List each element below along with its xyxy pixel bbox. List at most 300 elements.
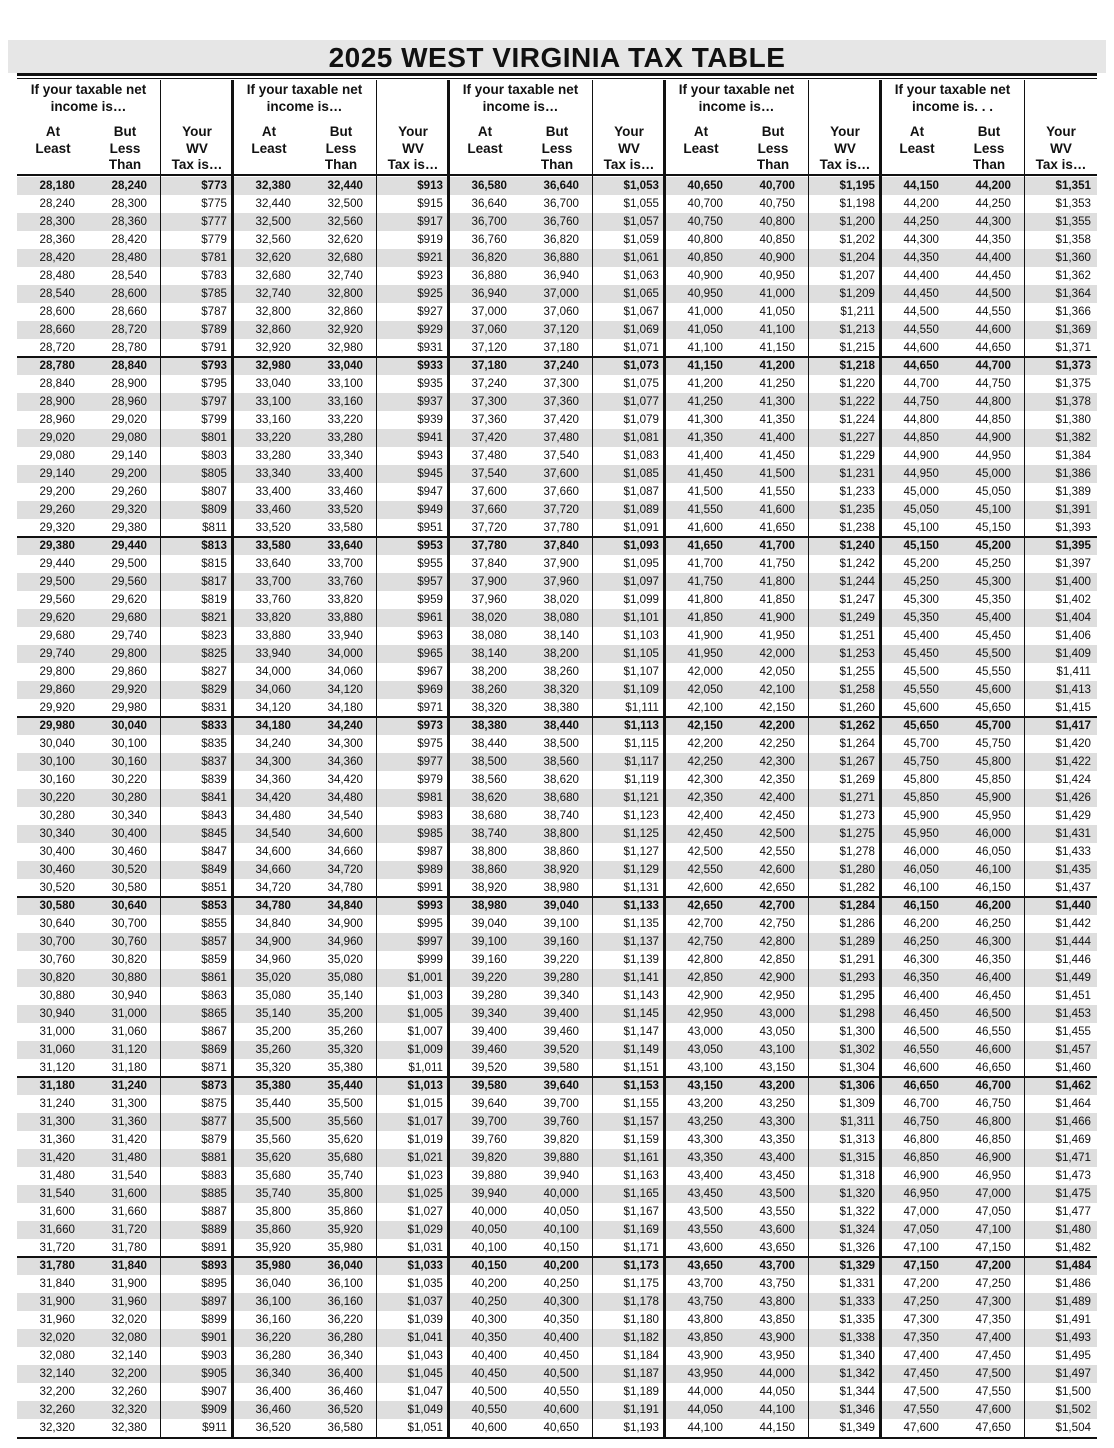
but-less-than-cell: 35,680 <box>327 1151 363 1164</box>
tax-cell: $1,435 <box>1055 863 1091 876</box>
tax-cell: $891 <box>201 1241 227 1254</box>
at-least-cell: 41,600 <box>687 521 723 534</box>
tax-cell: $903 <box>201 1349 227 1362</box>
table-row <box>17 1383 1097 1401</box>
tax-cell: $883 <box>201 1169 227 1182</box>
but-less-than-cell: 40,300 <box>543 1295 579 1308</box>
tax-cell: $879 <box>201 1133 227 1146</box>
but-less-than-cell: 37,660 <box>543 485 579 498</box>
column-header-group <box>17 80 233 176</box>
tax-cell: $957 <box>417 575 443 588</box>
but-less-than-cell: 41,750 <box>759 557 795 570</box>
at-least-cell: 42,400 <box>687 809 723 822</box>
tax-cell: $913 <box>417 179 443 192</box>
but-less-than-cell: 32,440 <box>327 179 363 192</box>
tax-cell: $963 <box>417 629 443 642</box>
at-least-cell: 47,100 <box>903 1241 939 1254</box>
at-least-cell: 28,540 <box>39 287 75 300</box>
but-less-than-cell: 32,140 <box>111 1349 147 1362</box>
but-less-than-cell: 45,350 <box>975 593 1011 606</box>
at-least-cell: 41,650 <box>687 539 723 552</box>
table-row <box>17 1293 1097 1311</box>
tax-cell: $1,121 <box>623 791 659 804</box>
at-least-cell: 28,180 <box>39 179 75 192</box>
but-less-than-cell: 44,000 <box>759 1367 795 1380</box>
but-less-than-cell: 35,320 <box>327 1043 363 1056</box>
but-less-than-cell: 33,700 <box>327 557 363 570</box>
but-less-than-cell: 29,560 <box>111 575 147 588</box>
your-tax-header-line: Tax is… <box>819 157 871 172</box>
at-least-cell: 43,400 <box>687 1169 723 1182</box>
but-less-than-cell: 43,700 <box>759 1259 795 1272</box>
but-less-than-cell: 30,820 <box>111 953 147 966</box>
at-least-cell: 36,580 <box>471 179 507 192</box>
tax-cell: $829 <box>201 683 227 696</box>
tax-cell: $1,444 <box>1055 935 1091 948</box>
but-less-than-cell: 43,000 <box>759 1007 795 1020</box>
but-less-than-cell: 40,600 <box>543 1403 579 1416</box>
but-less-than-cell: 42,100 <box>759 683 795 696</box>
at-least-cell: 46,750 <box>903 1115 939 1128</box>
at-least-cell: 32,020 <box>39 1331 75 1344</box>
tax-cell: $1,151 <box>623 1061 659 1074</box>
tax-cell: $901 <box>201 1331 227 1344</box>
tax-cell: $793 <box>201 359 227 372</box>
but-less-than-cell: 31,120 <box>111 1043 147 1056</box>
at-least-cell: 43,700 <box>687 1277 723 1290</box>
at-least-cell: 30,880 <box>39 989 75 1002</box>
at-least-cell: 42,200 <box>687 737 723 750</box>
at-least-cell: 35,680 <box>255 1169 291 1182</box>
at-least-header-line: Least <box>251 140 287 156</box>
tax-cell: $1,342 <box>839 1367 875 1380</box>
at-least-cell: 32,980 <box>255 359 291 372</box>
tax-cell: $847 <box>201 845 227 858</box>
but-less-than-cell: 46,450 <box>975 989 1011 1002</box>
but-less-than-cell: 40,550 <box>543 1385 579 1398</box>
tax-cell: $1,271 <box>839 791 875 804</box>
but-less-than-cell: 41,100 <box>759 323 795 336</box>
at-least-cell: 41,950 <box>687 647 723 660</box>
at-least-cell: 45,600 <box>903 701 939 714</box>
at-least-cell: 36,640 <box>471 197 507 210</box>
at-least-cell: 43,800 <box>687 1313 723 1326</box>
but-less-than-cell: 34,660 <box>327 845 363 858</box>
but-less-than-cell: 37,960 <box>543 575 579 588</box>
but-less-than-cell: 34,060 <box>327 665 363 678</box>
but-less-than-header-line: Less <box>325 140 357 156</box>
at-least-cell: 35,320 <box>255 1061 291 1074</box>
at-least-cell: 35,800 <box>255 1205 291 1218</box>
at-least-cell: 43,050 <box>687 1043 723 1056</box>
tax-cell: $867 <box>201 1025 227 1038</box>
at-least-cell: 45,450 <box>903 647 939 660</box>
tax-cell: $1,464 <box>1055 1097 1091 1110</box>
income-caption-line: income is… <box>698 98 775 114</box>
tax-cell: $1,011 <box>408 1061 443 1074</box>
at-least-cell: 33,760 <box>255 593 291 606</box>
but-less-than-cell: 39,220 <box>543 953 579 966</box>
at-least-cell: 45,400 <box>903 629 939 642</box>
at-least-cell: 47,350 <box>903 1331 939 1344</box>
tax-cell: $1,375 <box>1055 377 1091 390</box>
at-least-cell: 42,300 <box>687 773 723 786</box>
tax-cell: $1,275 <box>839 827 875 840</box>
but-less-than-cell: 44,800 <box>975 395 1011 408</box>
table-row <box>17 1023 1097 1041</box>
income-caption-line: If your taxable net <box>678 82 795 97</box>
at-least-cell: 45,850 <box>903 791 939 804</box>
at-least-cell: 43,450 <box>687 1187 723 1200</box>
tax-cell: $1,320 <box>839 1187 875 1200</box>
tax-cell: $1,161 <box>623 1151 659 1164</box>
at-least-cell: 35,560 <box>255 1133 291 1146</box>
at-least-cell: 41,350 <box>687 431 723 444</box>
tax-cell: $917 <box>417 215 443 228</box>
at-least-cell: 30,460 <box>39 863 75 876</box>
tax-cell: $1,209 <box>839 287 875 300</box>
table-row <box>17 951 1097 969</box>
column-divider <box>663 80 666 1437</box>
table-row <box>17 1095 1097 1113</box>
tax-cell: $1,143 <box>623 989 659 1002</box>
at-least-cell: 34,240 <box>255 737 291 750</box>
tax-column-divider <box>1024 80 1025 1437</box>
at-least-cell: 44,000 <box>687 1385 723 1398</box>
tax-cell: $1,249 <box>839 611 875 624</box>
at-least-cell: 45,800 <box>903 773 939 786</box>
at-least-cell: 38,260 <box>471 683 507 696</box>
but-less-than-cell: 31,240 <box>111 1079 147 1092</box>
but-less-than-cell: 46,600 <box>975 1043 1011 1056</box>
but-less-than-cell: 36,220 <box>327 1313 363 1326</box>
tax-cell: $1,267 <box>839 755 875 768</box>
but-less-than-cell: 38,500 <box>543 737 579 750</box>
but-less-than-cell: 32,020 <box>111 1313 147 1326</box>
tax-cell: $1,380 <box>1055 413 1091 426</box>
tax-cell: $885 <box>201 1187 227 1200</box>
table-row <box>17 1005 1097 1023</box>
tax-cell: $851 <box>201 881 227 894</box>
but-less-than-cell: 39,160 <box>543 935 579 948</box>
tax-cell: $1,159 <box>623 1133 659 1146</box>
tax-cell: $953 <box>417 539 443 552</box>
but-less-than-header-line: Than <box>324 157 358 172</box>
at-least-cell: 31,060 <box>39 1043 75 1056</box>
at-least-cell: 31,540 <box>39 1187 75 1200</box>
at-least-cell: 33,160 <box>255 413 291 426</box>
but-less-than-cell: 38,200 <box>543 647 579 660</box>
tax-cell: $775 <box>201 197 227 210</box>
at-least-cell: 28,720 <box>39 341 75 354</box>
tax-cell: $1,386 <box>1055 467 1091 480</box>
table-row <box>17 627 1097 645</box>
but-less-than-cell: 45,100 <box>975 503 1011 516</box>
table-row <box>17 969 1097 987</box>
but-less-than-cell: 32,200 <box>111 1367 147 1380</box>
your-tax-header-line: Your <box>1046 124 1076 139</box>
table-row <box>17 1167 1097 1185</box>
but-less-than-cell: 38,560 <box>543 755 579 768</box>
at-least-cell: 44,450 <box>903 287 939 300</box>
at-least-cell: 33,520 <box>255 521 291 534</box>
tax-cell: $1,037 <box>407 1295 443 1308</box>
but-less-than-cell: 35,200 <box>327 1007 363 1020</box>
table-row <box>17 591 1097 609</box>
at-least-cell: 32,740 <box>255 287 291 300</box>
but-less-than-cell: 41,650 <box>759 521 795 534</box>
at-least-header-line: At <box>693 124 709 139</box>
income-caption <box>665 82 808 115</box>
but-less-than-cell: 43,950 <box>759 1349 795 1362</box>
but-less-than-cell: 31,540 <box>111 1169 147 1182</box>
but-less-than-cell: 37,900 <box>543 557 579 570</box>
tax-cell: $1,247 <box>839 593 875 606</box>
tax-cell: $967 <box>417 665 443 678</box>
tax-cell: $1,269 <box>839 773 875 786</box>
but-less-than-cell: 36,820 <box>543 233 579 246</box>
at-least-cell: 31,480 <box>39 1169 75 1182</box>
but-less-than-cell: 46,900 <box>975 1151 1011 1164</box>
at-least-cell: 34,960 <box>255 953 291 966</box>
tax-cell: $1,502 <box>1055 1403 1091 1416</box>
table-row <box>17 483 1097 501</box>
tax-cell: $875 <box>201 1097 227 1110</box>
tax-cell: $1,391 <box>1055 503 1091 516</box>
but-less-than-cell: 45,800 <box>975 755 1011 768</box>
tax-cell: $801 <box>201 431 227 444</box>
but-less-than-cell: 29,980 <box>111 701 147 714</box>
at-least-cell: 47,500 <box>903 1385 939 1398</box>
at-least-cell: 29,020 <box>39 431 75 444</box>
at-least-cell: 36,700 <box>471 215 507 228</box>
but-less-than-cell: 32,080 <box>111 1331 147 1344</box>
but-less-than-cell: 41,000 <box>759 287 795 300</box>
tax-cell: $1,440 <box>1055 899 1091 912</box>
but-less-than-cell: 47,550 <box>975 1385 1011 1398</box>
tax-cell: $1,059 <box>623 233 659 246</box>
but-less-than-cell: 40,750 <box>759 197 795 210</box>
at-least-cell: 43,500 <box>687 1205 723 1218</box>
tax-cell: $1,235 <box>839 503 875 516</box>
tax-cell: $1,025 <box>407 1187 443 1200</box>
at-least-cell: 37,900 <box>471 575 507 588</box>
at-least-cell: 34,840 <box>255 917 291 930</box>
at-least-cell: 35,980 <box>255 1259 291 1272</box>
at-least-cell: 37,300 <box>471 395 507 408</box>
table-row <box>17 411 1097 429</box>
tax-cell: $1,431 <box>1055 827 1091 840</box>
but-less-than-cell: 39,880 <box>543 1151 579 1164</box>
at-least-cell: 46,700 <box>903 1097 939 1110</box>
table-row <box>17 429 1097 447</box>
tax-cell: $1,420 <box>1055 737 1091 750</box>
tax-cell: $787 <box>201 305 227 318</box>
table-row <box>17 861 1097 879</box>
tax-cell: $1,331 <box>839 1277 875 1290</box>
but-less-than-cell: 33,280 <box>327 431 363 444</box>
tax-cell: $1,027 <box>407 1205 443 1218</box>
table-row <box>17 879 1097 897</box>
group-separator <box>17 1256 1097 1258</box>
at-least-cell: 30,100 <box>39 755 75 768</box>
but-less-than-cell: 41,950 <box>759 629 795 642</box>
but-less-than-cell: 43,350 <box>759 1133 795 1146</box>
at-least-cell: 41,150 <box>687 359 723 372</box>
but-less-than-cell: 35,260 <box>327 1025 363 1038</box>
tax-cell: $1,202 <box>839 233 875 246</box>
tax-cell: $915 <box>417 197 443 210</box>
at-least-cell: 33,940 <box>255 647 291 660</box>
at-least-cell: 40,250 <box>471 1295 507 1308</box>
tax-cell: $949 <box>417 503 443 516</box>
but-less-than-cell: 31,960 <box>111 1295 147 1308</box>
at-least-cell: 44,850 <box>903 431 939 444</box>
but-less-than-cell: 30,460 <box>111 845 147 858</box>
at-least-cell: 37,840 <box>471 557 507 570</box>
but-less-than-cell: 28,960 <box>111 395 147 408</box>
tax-cell: $1,049 <box>407 1403 443 1416</box>
at-least-header <box>17 124 89 157</box>
at-least-cell: 31,660 <box>39 1223 75 1236</box>
at-least-cell: 41,250 <box>687 395 723 408</box>
tax-cell: $933 <box>417 359 443 372</box>
at-least-cell: 41,050 <box>687 323 723 336</box>
but-less-than-cell: 47,300 <box>975 1295 1011 1308</box>
tax-cell: $1,471 <box>1055 1151 1091 1164</box>
tax-cell: $1,262 <box>839 719 875 732</box>
at-least-cell: 35,200 <box>255 1025 291 1038</box>
but-less-than-cell: 34,720 <box>327 863 363 876</box>
at-least-cell: 34,900 <box>255 935 291 948</box>
but-less-than-header-line: Than <box>756 157 790 172</box>
table-row <box>17 1311 1097 1329</box>
at-least-cell: 39,760 <box>471 1133 507 1146</box>
but-less-than-cell: 42,450 <box>759 809 795 822</box>
but-less-than-cell: 45,700 <box>975 719 1011 732</box>
at-least-cell: 35,080 <box>255 989 291 1002</box>
table-row <box>17 663 1097 681</box>
at-least-cell: 37,540 <box>471 467 507 480</box>
tax-cell: $845 <box>201 827 227 840</box>
but-less-than-cell: 33,400 <box>327 467 363 480</box>
tax-cell: $1,075 <box>623 377 659 390</box>
tax-cell: $869 <box>201 1043 227 1056</box>
but-less-than-cell: 34,480 <box>327 791 363 804</box>
but-less-than-cell: 42,200 <box>759 719 795 732</box>
but-less-than-cell: 34,360 <box>327 755 363 768</box>
but-less-than-cell: 41,600 <box>759 503 795 516</box>
but-less-than-cell: 35,860 <box>327 1205 363 1218</box>
at-least-cell: 45,650 <box>903 719 939 732</box>
but-less-than-cell: 41,300 <box>759 395 795 408</box>
but-less-than-cell: 44,850 <box>975 413 1011 426</box>
but-less-than-cell: 40,950 <box>759 269 795 282</box>
at-least-header-line: Least <box>683 140 719 156</box>
at-least-cell: 42,550 <box>687 863 723 876</box>
tax-cell: $1,047 <box>407 1385 443 1398</box>
at-least-cell: 33,040 <box>255 377 291 390</box>
tax-cell: $989 <box>417 863 443 876</box>
at-least-cell: 33,580 <box>255 539 291 552</box>
but-less-than-cell: 41,400 <box>759 431 795 444</box>
tax-cell: $1,015 <box>407 1097 443 1110</box>
at-least-cell: 40,450 <box>471 1367 507 1380</box>
tax-cell: $1,189 <box>623 1385 659 1398</box>
tax-cell: $1,338 <box>839 1331 875 1344</box>
tax-cell: $1,295 <box>839 989 875 1002</box>
tax-cell: $1,097 <box>623 575 659 588</box>
but-less-than-header <box>89 124 161 174</box>
tax-cell: $1,218 <box>839 359 875 372</box>
but-less-than-cell: 32,980 <box>327 341 363 354</box>
at-least-cell: 33,100 <box>255 395 291 408</box>
but-less-than-cell: 37,300 <box>543 377 579 390</box>
but-less-than-cell: 30,160 <box>111 755 147 768</box>
tax-cell: $1,369 <box>1055 323 1091 336</box>
but-less-than-cell: 34,600 <box>327 827 363 840</box>
but-less-than-cell: 38,620 <box>543 773 579 786</box>
table-row <box>17 933 1097 951</box>
tax-cell: $1,115 <box>624 737 659 750</box>
at-least-cell: 32,440 <box>255 197 291 210</box>
at-least-cell: 43,750 <box>687 1295 723 1308</box>
but-less-than-cell: 35,800 <box>327 1187 363 1200</box>
tax-cell: $1,489 <box>1055 1295 1091 1308</box>
at-least-cell: 35,140 <box>255 1007 291 1020</box>
tax-cell: $1,157 <box>623 1115 659 1128</box>
table-row <box>17 699 1097 717</box>
but-less-than-cell: 43,450 <box>759 1169 795 1182</box>
at-least-cell: 39,880 <box>471 1169 507 1182</box>
tax-cell: $871 <box>201 1061 227 1074</box>
tax-cell: $797 <box>201 395 227 408</box>
but-less-than-cell: 31,420 <box>111 1133 147 1146</box>
at-least-cell: 43,600 <box>687 1241 723 1254</box>
but-less-than-cell: 34,180 <box>327 701 363 714</box>
at-least-cell: 36,880 <box>471 269 507 282</box>
at-least-cell: 42,450 <box>687 827 723 840</box>
at-least-cell: 36,940 <box>471 287 507 300</box>
but-less-than-cell: 36,040 <box>327 1259 363 1272</box>
but-less-than-cell: 46,500 <box>975 1007 1011 1020</box>
tax-cell: $1,051 <box>407 1421 443 1434</box>
but-less-than-cell: 42,400 <box>759 791 795 804</box>
but-less-than-cell: 32,320 <box>111 1403 147 1416</box>
at-least-cell: 31,180 <box>39 1079 75 1092</box>
but-less-than-cell: 43,050 <box>759 1025 795 1038</box>
tax-column-divider <box>808 80 809 1437</box>
at-least-cell: 36,040 <box>255 1277 291 1290</box>
but-less-than-cell: 36,340 <box>327 1349 363 1362</box>
table-row <box>17 753 1097 771</box>
tax-cell: $1,083 <box>623 449 659 462</box>
at-least-cell: 47,250 <box>903 1295 939 1308</box>
at-least-cell: 32,260 <box>39 1403 75 1416</box>
table-row <box>17 573 1097 591</box>
but-less-than-cell: 36,100 <box>327 1277 363 1290</box>
tax-cell: $1,198 <box>839 197 875 210</box>
but-less-than-cell: 37,480 <box>543 431 579 444</box>
but-less-than-cell: 38,860 <box>543 845 579 858</box>
but-less-than-cell: 43,150 <box>759 1061 795 1074</box>
at-least-cell: 43,950 <box>687 1367 723 1380</box>
but-less-than-cell: 35,740 <box>327 1169 363 1182</box>
at-least-header-line: At <box>909 124 925 139</box>
but-less-than-cell: 47,450 <box>975 1349 1011 1362</box>
at-least-cell: 36,460 <box>255 1403 291 1416</box>
at-least-cell: 39,220 <box>471 971 507 984</box>
